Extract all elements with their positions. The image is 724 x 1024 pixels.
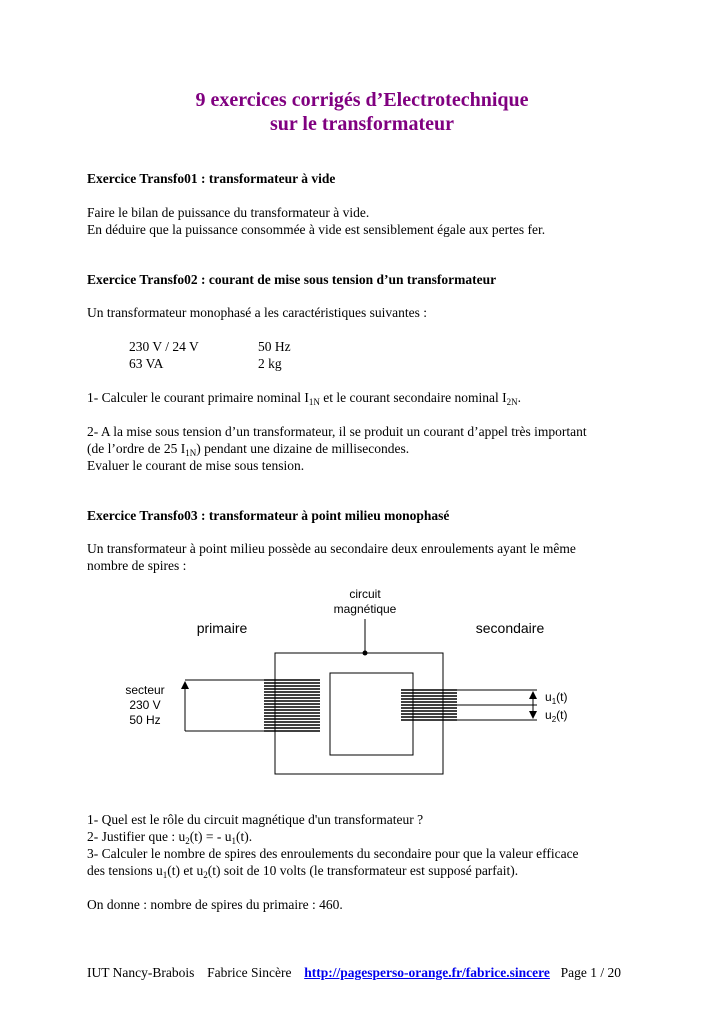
- q2-text-a: (de l’ordre de 25 I: [87, 441, 186, 456]
- q3-3-text-a: des tensions u: [87, 863, 163, 878]
- spec-frequency: 50 Hz: [258, 339, 291, 354]
- exercise-1-heading: Exercice Transfo01 : transformateur à vide: [87, 171, 336, 186]
- exercise-1-text-2: En déduire que la puissance consommée à vide est sensiblement égale aux pertes fer.: [87, 222, 546, 237]
- circuit-label-line-2: magnétique: [333, 602, 397, 616]
- footer-author: Fabrice Sincère: [207, 965, 292, 980]
- q1-sub-2: 2N: [506, 397, 518, 407]
- exercise-2-question-1: [87, 389, 521, 406]
- q3-2-sub-1: 2: [185, 836, 190, 846]
- footer-url-link[interactable]: http://pagesperso-orange.fr/fabrice.sincere: [304, 965, 550, 980]
- q1-text-b: et le courant secondaire nominal I: [319, 390, 507, 405]
- spec-mass: 2 kg: [258, 356, 282, 371]
- secteur-label-line-3: 50 Hz: [129, 713, 161, 727]
- q3-3-sub-1: 1: [162, 870, 168, 880]
- secteur-label-line-2: 230 V: [129, 698, 161, 712]
- q3-2-text-c: (t).: [235, 829, 253, 844]
- exercise-3-intro-line-1: Un transformateur à point milieu possède au secondaire deux enroulements ayant le même: [87, 541, 576, 556]
- document-title: [0, 88, 724, 136]
- q3-3-text-b: (t) et u: [167, 863, 204, 878]
- primaire-label: primaire: [196, 620, 248, 636]
- u2-label: $u_2(t)$: [545, 708, 568, 724]
- exercise-3-intro-line-2: nombre de spires :: [87, 558, 187, 573]
- exercise-2-question-2-line-1: 2- A la mise sous tension d’un transformateur, il se produit un courant d’appel très important: [87, 424, 587, 439]
- exercise-3-question-2: [87, 828, 252, 845]
- exercise-3-heading: Exercice Transfo03 : transformateur à point milieu monophasé: [87, 508, 450, 523]
- exercise-3-given: On donne : nombre de spires du primaire : 460.: [87, 897, 343, 912]
- spec-power: 63 VA: [129, 356, 164, 371]
- exercise-2-question-2-line-2: [87, 440, 409, 457]
- q2-text-b: ) pendant une dizaine de millisecondes.: [196, 441, 410, 456]
- footer-school: IUT Nancy-Brabois: [87, 965, 195, 980]
- spec-voltage: 230 V / 24 V: [129, 339, 199, 354]
- transformer-diagram: [0, 580, 724, 810]
- q3-2-text-a: 2- Justifier que : u: [87, 829, 186, 844]
- secteur-label-line-1: secteur: [125, 683, 165, 697]
- secondaire-label: secondaire: [475, 620, 545, 636]
- exercise-3-question-3-line-1: 3- Calculer le nombre de spires des enroulements du secondaire pour que la valeur efficace: [87, 846, 579, 861]
- exercise-3-question-3-line-2: [87, 862, 518, 879]
- q1-text-a: 1- Calculer le courant primaire nominal I: [87, 390, 309, 405]
- exercise-2-intro: Un transformateur monophasé a les caractéristiques suivantes :: [87, 305, 428, 320]
- q3-2-sub-2: 1: [231, 836, 236, 846]
- q2-sub: 1N: [185, 448, 197, 458]
- exercise-2-heading: Exercice Transfo02 : courant de mise sous tension d’un transformateur: [87, 272, 497, 287]
- title-line-1: 9 exercices corrigés d’Electrotechnique: [195, 89, 529, 111]
- footer: [87, 964, 621, 981]
- exercise-2-question-2-line-3: Evaluer le courant de mise sous tension.: [87, 458, 305, 473]
- footer-page-number: Page 1 / 20: [560, 965, 622, 980]
- q1-text-c: .: [517, 390, 521, 405]
- q3-2-text-b: (t) = - u: [189, 829, 232, 844]
- core-pointer-dot: [363, 651, 368, 656]
- q3-3-sub-2: 2: [203, 870, 208, 880]
- exercise-1-text-1: Faire le bilan de puissance du transformateur à vide.: [87, 205, 370, 220]
- circuit-label-line-1: circuit: [349, 587, 381, 601]
- q1-sub-1: 1N: [308, 397, 320, 407]
- title-line-2: sur le transformateur: [269, 113, 455, 135]
- exercise-3-question-1: 1- Quel est le rôle du circuit magnétique d'un transformateur ?: [87, 812, 424, 827]
- u1-label: $u_1(t)$: [545, 690, 568, 706]
- q3-3-text-c: (t) soit de 10 volts (le transformateur est supposé parfait).: [207, 863, 519, 878]
